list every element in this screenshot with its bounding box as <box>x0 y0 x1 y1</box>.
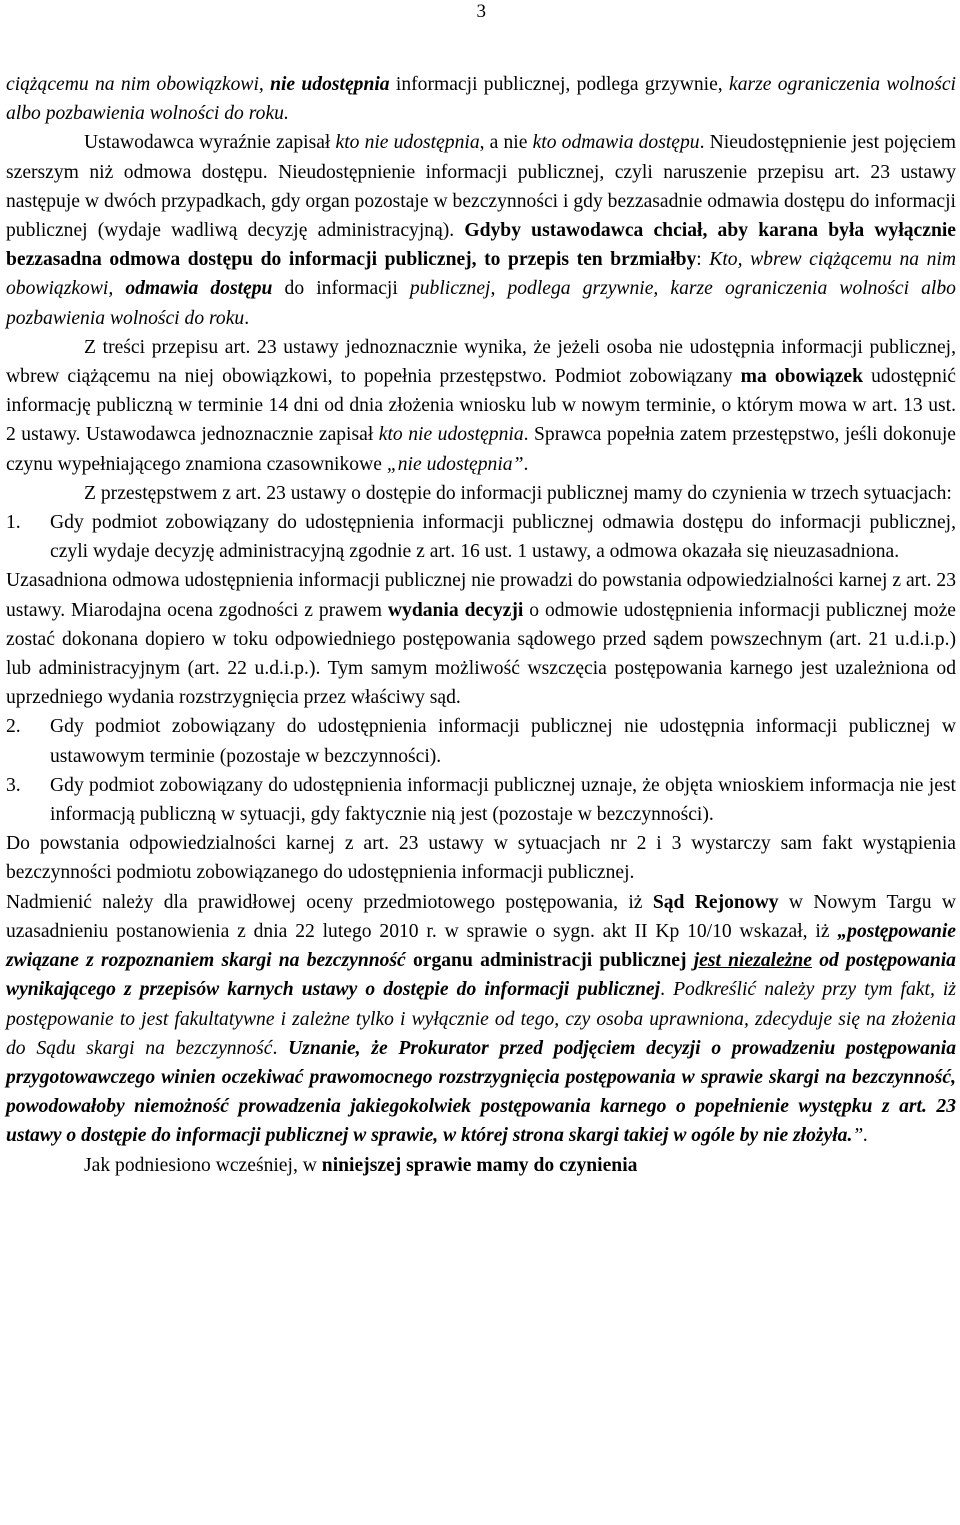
document-body <box>6 70 956 1180</box>
text-run: publicznej, podlega grzywnie, karze ograniczenia wolności albo pozbawienia wolności do roku <box>6 278 956 329</box>
paragraph-as-raised <box>6 1151 956 1180</box>
text-run: „nie udostępnia” <box>386 453 524 475</box>
paragraph-quote-end <box>6 70 956 128</box>
text-run: niniejszej sprawie mamy do czynienia <box>321 1154 638 1176</box>
list-item-number: 1. <box>6 512 21 534</box>
text-run: Uzasadniona odmowa udostępnienia informacji publicznej nie prowadzi do powstania odpowiedzialności karnej z art. 23 ustawy. Miarodajna ocena zgodności z prawem <box>6 570 957 621</box>
text-run: Uznanie, że Prokurator przed podjęciem decyzji o prowadzeniu postępowania przygotowawczego winien oczekiwać prawomocnego rozstrzygnięcia postępowania w sprawie skargi na bezczynność, powodowałoby niemożność prowadzenia jakiegokolwiek postępowania karnego o popełnienie występku z art. 23 ustawy o dostępie do informacji publicznej w sprawie, w której strona skargi takiej w ogóle by nie złożyła. <box>6 1037 957 1147</box>
text-run: udostępnić informację publiczną w terminie 14 dni od dnia złożenia wniosku lub w nowym terminie, o którym mowa w art. 13 ust. 2 ustawy. Ustawodawca jednoznacznie zapisał <box>6 366 956 446</box>
text-run: karze ograniczenia wolności albo pozbawienia wolności do roku. <box>6 74 956 125</box>
list-item <box>6 508 956 566</box>
text-run: Nadmienić należy dla prawidłowej oceny przedmiotowego postępowania, iż <box>6 891 653 913</box>
text-run: odmawia dostępu <box>125 278 273 300</box>
page-number: 3 <box>476 1 486 22</box>
text-run <box>687 950 694 971</box>
text-run: informacji publicznej, podlega grzywnie, <box>389 74 729 95</box>
text-run: nie udostępnia <box>270 74 390 95</box>
paragraph-content-of-provision <box>6 333 956 479</box>
text-run: „postępowanie związane z rozpoznaniem skargi na bezczynność <box>6 920 956 972</box>
text-run: . <box>660 979 674 1001</box>
text-run: , a nie <box>479 132 533 154</box>
text-run: kto odmawia dostępu <box>532 132 700 154</box>
text-run: Podkreślić należy przy tym fakt, iż postępowanie to jest fakultatywne i zależne tylko i wyłącznie od tego, czy osoba uprawniona, zdecyduje się na złożenia do Sądu skargi na bezczynność <box>6 979 956 1059</box>
text-run: . Nieudostępnienie jest pojęciem szerszym niż odmowa dostępu. Nieudostępnienie informacji publicznej, czyli naruszenie przepisu art. 23 ustawy następuje w dwóch przypadkach, gdy organ pozostaje w bezczynności i gdy bezzasadnie odmawia dostępu do informacji publicznej (wydaje wadliwą decyzję administracyjną). <box>6 132 957 242</box>
text-run: ciążącemu na nim obowiązkowi, <box>6 74 271 95</box>
text-run: jest niezależne <box>693 950 812 972</box>
paragraph-three-situations: Z przestępstwem z art. 23 ustawy o dostępie do informacji publicznej mamy do czynienia w trzech sytuacjach: <box>84 482 952 504</box>
text-run: o odmowie udostępnienia informacji publicznej może zostać dokonana dopiero w toku odpowiedniego postępowania sądowego przed sądem powszechnym (art. 21 u.d.i.p.) lub administracyjnym (art. 22 u.d.i.p.). Tym samym możliwość wszczęcia postępowania karnego jest uzależniona od uprzedniego wydania rozstrzygnięcia przez właściwy sąd. <box>6 599 956 709</box>
list-item-text: Gdy podmiot zobowiązany do udostępnienia informacji publicznej uznaje, że objęta wnioskiem informacja nie jest informacją publiczną w sytuacji, gdy faktycznie nią jest (pozostaje w bezczynności). <box>50 774 956 826</box>
text-run: Jak podniesiono wcześniej, w <box>84 1154 322 1176</box>
list-item <box>6 771 956 829</box>
text-run: organu administracji publicznej <box>412 950 687 972</box>
list-item <box>6 712 956 770</box>
text-run: Gdyby ustawodawca chciał, aby karana była wyłącznie bezzasadna odmowa dostępu do informacji publicznej, to przepis ten brzmiałby <box>6 220 956 271</box>
text-run: . <box>244 307 250 329</box>
list-item-number: 2. <box>6 716 21 738</box>
paragraph-criminal-liability: Do powstania odpowiedzialności karnej z art. 23 ustawy w sytuacjach nr 2 i 3 wystarczy sam fakt wystąpienia bezczynności podmiotu zobowiązanego do udostępnienia informacji publicznej. <box>6 833 956 884</box>
text-run: ”. <box>852 1125 869 1147</box>
text-run: wydania decyzji <box>387 599 524 621</box>
list-item-text: Gdy podmiot zobowiązany do udostępnienia informacji publicznej odmawia dostępu do informacji publicznej, czyli wydaje decyzję administracyjną zgodnie z art. 16 ust. 1 ustawy, a odmowa okazała się nieuzasadniona. <box>50 512 956 563</box>
paragraph-court-ruling <box>6 888 956 1151</box>
text-run: Z treści przepisu art. 23 ustawy jednoznacznie wynika, że jeżeli osoba nie udostępnia informacji publicznej, wbrew ciążącemu na niej obowiązkowi, to popełnia przestępstwo. Podmiot zobowiązany <box>6 336 956 388</box>
text-run: . <box>272 1037 289 1059</box>
text-run: w Nowym Targu w uzasadnieniu postanowienia z dnia 22 lutego 2010 r. w sprawie o sygn. akt II Kp 10/10 wskazał, iż <box>6 891 956 942</box>
text-run: kto nie udostępnia <box>335 132 480 154</box>
text-run: Ustawodawca wyraźnie zapisał <box>84 132 336 154</box>
text-run: Sąd Rejonowy <box>652 891 779 913</box>
paragraph-legislator <box>6 128 956 332</box>
text-run: : <box>696 249 710 271</box>
text-run: od postępowania wynikającego z przepisów karnych ustawy o dostępie do informacji publicznej <box>6 950 956 1001</box>
list-item-number: 3. <box>6 774 21 796</box>
text-run: ma obowiązek <box>740 366 864 388</box>
paragraph-justified-refusal <box>6 566 956 712</box>
text-run: do informacji <box>272 278 410 300</box>
text-run: . <box>523 453 529 475</box>
list-item-text: Gdy podmiot zobowiązany do udostępnienia informacji publicznej nie udostępnia informacji publicznej w ustawowym terminie (pozostaje w bezczynności). <box>50 716 956 767</box>
text-run: Kto, wbrew ciążącemu na nim obowiązkowi, <box>6 249 957 300</box>
text-run: . Sprawca popełnia zatem przestępstwo, jeśli dokonuje czynu wypełniającego znamiona czasownikowe <box>6 424 956 475</box>
text-run: kto nie udostępnia <box>378 424 524 446</box>
